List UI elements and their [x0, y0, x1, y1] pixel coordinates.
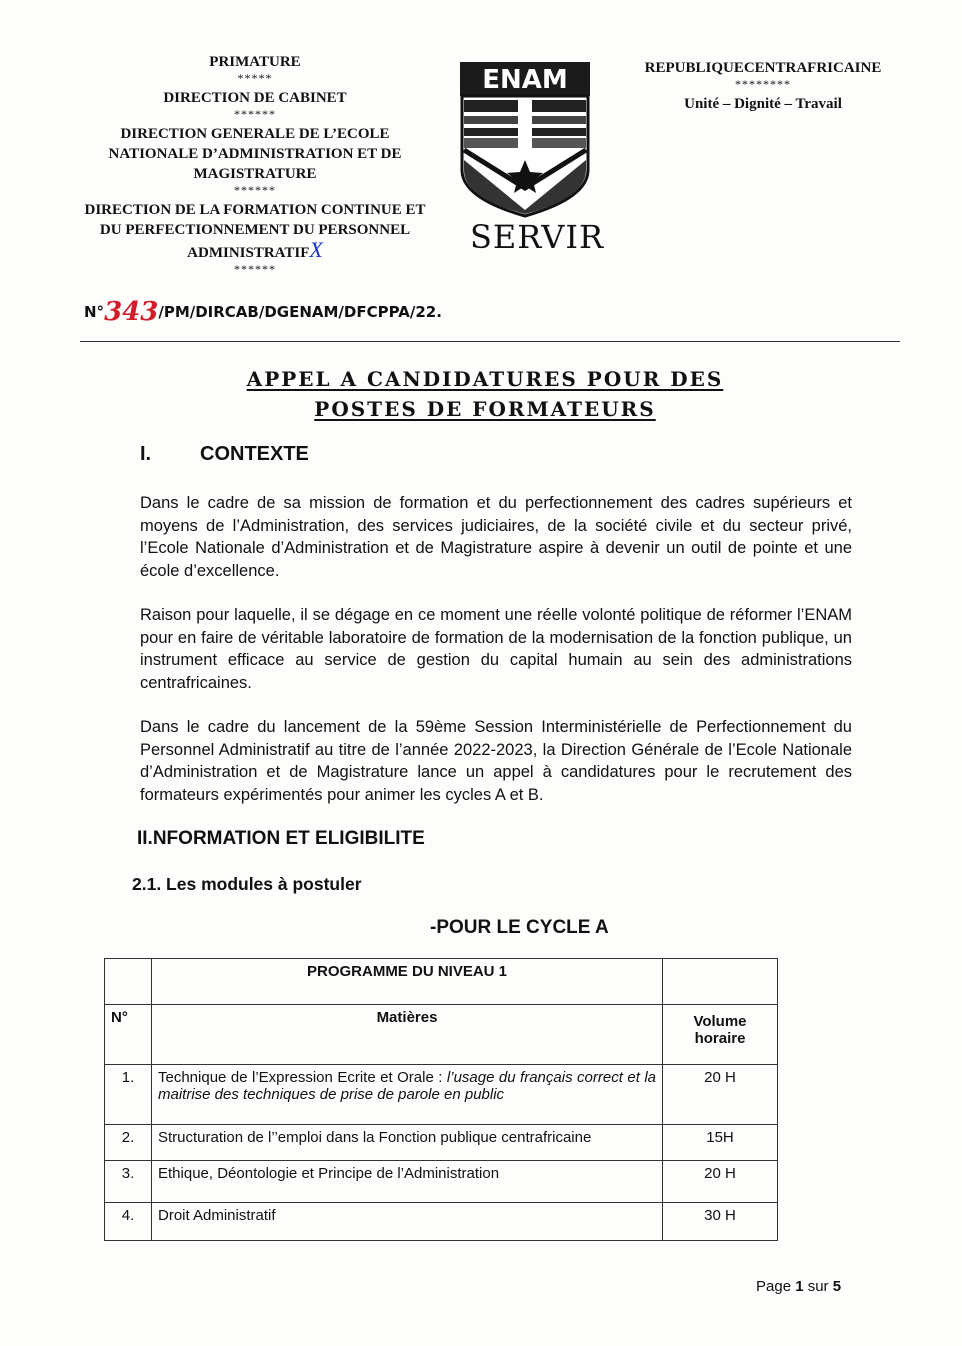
section-number: I. — [140, 443, 152, 465]
paragraph-2: Raison pour laquelle, il se dégage en ce moment une réelle volonté politique de réformer l’ENAM pour en faire de véritable laboratoire de formation de la modernisation de la fonction publique, un instrument efficace au service de gestion du capital humain au sein des administrations centrafricaines. — [140, 606, 852, 692]
header-motto: Unité – Dignité – Travail — [684, 96, 842, 112]
reference-suffix: /PM/DIRCAB/DGENAM/DFCPPA/22. — [158, 303, 442, 321]
page-middle: sur — [803, 1278, 833, 1295]
document-title — [140, 364, 830, 424]
separator-stars: ***** — [237, 71, 273, 85]
cycle-heading: -POUR LE CYCLE A — [430, 917, 609, 938]
column-header-volume: Volume horaire — [663, 1005, 778, 1065]
header-direction-generale: DIRECTION GENERALE DE L’ECOLE NATIONALE D’ADMINISTRATION ET DE MAGISTRATURE — [108, 126, 402, 182]
modules-table — [104, 958, 778, 1241]
section-heading-information: II.NFORMATION ET ELIGIBILITE — [137, 828, 425, 849]
reference-number — [84, 297, 442, 327]
header-direction-cabinet: DIRECTION DE CABINET — [163, 90, 347, 106]
row-subject-detail: l’usage du français correct et la maitrise des techniques de prise de parole en public — [158, 1069, 657, 1103]
separator-stars: ****** — [234, 107, 276, 121]
page-total: 5 — [832, 1278, 842, 1295]
logo-motto: SERVIR — [470, 218, 605, 256]
page-prefix: Page — [756, 1278, 796, 1295]
row-subject: Ethique, Déontologie et Principe de l’Administration — [152, 1161, 663, 1203]
section-heading-contexte — [140, 443, 309, 466]
table-header-row — [105, 1005, 778, 1065]
row-number: 1. — [105, 1065, 152, 1125]
row-volume: 20 H — [663, 1065, 778, 1125]
subsection-heading-modules: 2.1. Les modules à postuler — [132, 874, 362, 894]
table-row — [105, 1161, 778, 1203]
section-title: CONTEXTE — [200, 443, 309, 465]
table-row — [105, 1203, 778, 1241]
separator-stars: ****** — [234, 262, 276, 276]
column-header-subject: Matières — [152, 1005, 663, 1065]
header-divider — [80, 341, 900, 342]
row-volume: 30 H — [663, 1203, 778, 1241]
program-title: PROGRAMME DU NIVEAU 1 — [152, 959, 663, 1005]
header-direction-formation — [80, 200, 430, 263]
logo-banner-text: ENAM — [482, 65, 568, 95]
header-left — [80, 52, 430, 275]
row-volume: 20 H — [663, 1161, 778, 1203]
paragraph-3: Dans le cadre du lancement de la 59ème Session Interministérielle de Perfectionnement du Personnel Administratif au titre de l’année 2022-2023, la Direction Générale de l’Ecole Nationale d’Administration et de Magistrature lance un appel à candidatures pour le recrutement des formateurs expérimentés pour animer les cycles A et B. — [140, 718, 852, 804]
title-line-1: APPEL A CANDIDATURES POUR DES — [246, 367, 724, 391]
handwritten-reference-number: 343 — [104, 297, 159, 327]
table-title-row — [105, 959, 778, 1005]
enam-crest-logo — [458, 60, 596, 220]
row-subject: Droit Administratif — [152, 1203, 663, 1241]
header-right — [628, 58, 898, 114]
separator-stars: ****** — [234, 183, 276, 197]
column-header-number: N° — [105, 1005, 152, 1065]
header-country: REPUBLIQUECENTRAFRICAINE — [644, 60, 882, 76]
separator-stars: ******** — [735, 77, 791, 91]
row-number: 3. — [105, 1161, 152, 1203]
header-direction-formation-text: DIRECTION DE LA FORMATION CONTINUE ET DU PERFECTIONNEMENT DU PERSONNEL ADMINISTRATIF — [84, 202, 426, 261]
table-row — [105, 1065, 778, 1125]
row-volume: 15H — [663, 1125, 778, 1161]
paragraph-1: Dans le cadre de sa mission de formation et du perfectionnement des cadres supérieurs et moyens de l’Administration, des services judiciaires, de la société civile et du secteur privé, l’Ecole Nationale d’Administration et de Magistrature aspire à devenir un outil de pointe et une école d’excellence. — [140, 494, 852, 580]
table-row — [105, 1125, 778, 1161]
row-subject — [152, 1065, 663, 1125]
page-number — [756, 1278, 841, 1295]
reference-prefix: N° — [84, 303, 105, 321]
page-current: 1 — [795, 1278, 804, 1295]
row-number: 4. — [105, 1203, 152, 1241]
title-line-2: POSTES DE FORMATEURS — [314, 397, 656, 421]
row-subject-main: Technique de l’Expression Ecrite et Orale : — [158, 1069, 447, 1086]
row-subject: Structuration de l’’emploi dans la Fonction publique centrafricaine — [152, 1125, 663, 1161]
handwritten-x-mark: X — [309, 237, 323, 262]
header-primature: PRIMATURE — [209, 54, 301, 70]
row-number: 2. — [105, 1125, 152, 1161]
